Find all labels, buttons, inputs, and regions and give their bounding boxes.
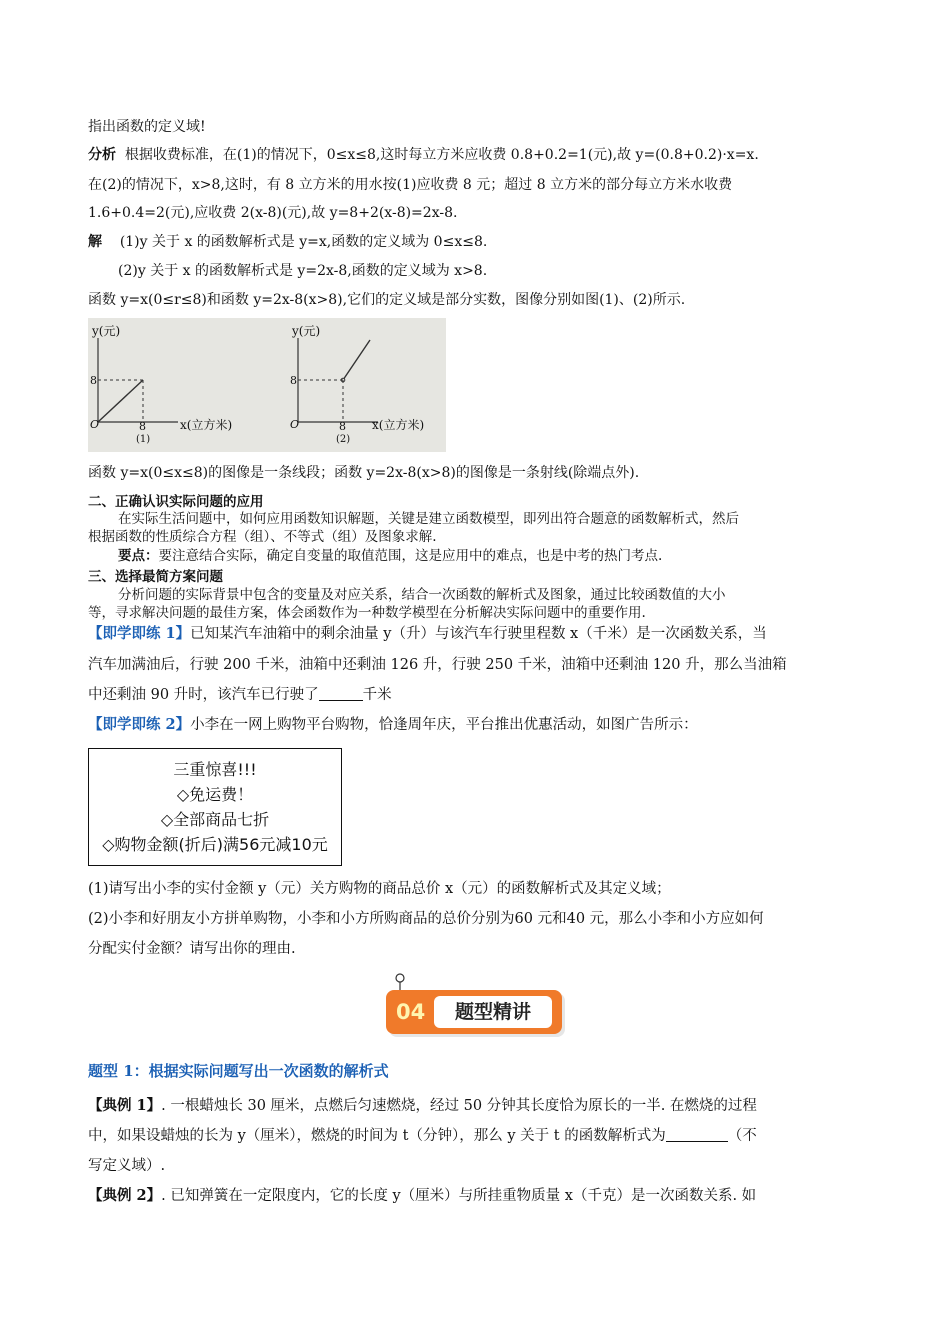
exercise1-unit: 千米	[362, 687, 392, 703]
question2: (2)小李和好朋友小方拼单购物，小李和小方所购商品的总价分别为60 元和40 元，那么小李和小方应如何	[88, 911, 764, 927]
exercise2-label: 【即学即练 2】	[88, 716, 191, 733]
text-line: 函数 y=x(0≤x≤8)的图像是一条线段；函数 y=2x-8(x>8)的图像是一条射线(除端点外).	[88, 465, 640, 481]
text-line: 指出函数的定义域!	[88, 119, 206, 135]
exercise1-text: 中还剩油 90 升时，该汽车已行驶了	[88, 687, 319, 703]
section3-para: 等，寻求解决问题的最佳方案，体会函数作为一种数学模型在分析解决实际问题中的重要作用.	[88, 605, 646, 621]
ad-line: ◇购物金额(折后)满56元减10元	[102, 835, 328, 854]
example2-label: 【典例 2】	[88, 1187, 162, 1204]
answer-blank[interactable]	[666, 1127, 728, 1142]
exercise2-line	[88, 716, 698, 734]
section2-para: 在实际生活问题中，如何应用函数知识解题，关键是建立函数模型，即列出符合题意的函数解析式，然后	[118, 511, 739, 527]
example2-text: . 已知弹簧在一定限度内，它的长度 y（厘米）与所挂重物质量 x（千克）是一次函数关系. 如	[161, 1188, 757, 1204]
key-label: 要点：	[118, 548, 159, 564]
function-graphs-figure	[88, 318, 446, 452]
promotion-ad-box	[88, 748, 342, 866]
badge-title: 题型精讲	[434, 996, 552, 1028]
graph1-y-label: y(元)	[92, 324, 121, 338]
exercise2-text: 小李在一网上购物平台购物，恰逢周年庆，平台推出优惠活动，如图广告所示：	[190, 717, 698, 733]
ad-line: ◇全部商品七折	[160, 810, 270, 829]
section2-title: 二、正确认识实际问题的应用	[88, 494, 264, 510]
example1-fill-line	[88, 1127, 757, 1145]
example1-text: （不	[727, 1128, 757, 1144]
example1-line	[88, 1097, 757, 1115]
graph2-x-label: x(立方米)	[372, 418, 425, 432]
example2-line	[88, 1187, 756, 1205]
ad-line: 三重惊喜!!!	[173, 760, 257, 779]
graph2-x-tick: 8	[339, 420, 346, 433]
example1-label: 【典例 1】	[88, 1097, 162, 1114]
exercise1-line	[88, 625, 767, 643]
solution-line	[88, 233, 487, 251]
question1: (1)请写出小李的实付金额 y（元）关方购物的商品总价 x（元）的函数解析式及其定义域；	[88, 881, 671, 897]
graph1-y-tick: 8	[90, 374, 97, 387]
graph1-x-label: x(立方米)	[180, 418, 233, 432]
text-line: 1.6+0.4=2(元),应收费 2(x-8)(元),故 y=8+2(x-8)=2x-8.	[88, 205, 458, 221]
graph1-caption: (1)	[136, 434, 151, 445]
text-line: 函数 y=x(0≤r≤8)和函数 y=2x-8(x>8),它们的定义域是部分实数，图像分别如图(1)、(2)所示.	[88, 292, 686, 308]
graph2-caption: (2)	[336, 434, 351, 445]
example1-text: 中，如果设蜡烛的长为 y（厘米），燃烧的时间为 t（分钟），那么 y 关于 t 的函数解析式为	[88, 1128, 666, 1144]
text-line: 在(2)的情况下，x>8,这时，有 8 立方米的用水按(1)应收费 8 元；超过 8 立方米的部分每立方米水收费	[88, 177, 733, 193]
exercise1-fill-line	[88, 686, 392, 704]
key-text: 要注意结合实际，确定自变量的取值范围，这是应用中的难点，也是中考的热门考点.	[158, 548, 663, 564]
example1-text: . 一根蜡烛长 30 厘米，点燃后匀速燃烧，经过 50 分钟其长度恰为原长的一半. 在燃烧的过程	[161, 1098, 757, 1114]
question2-cont: 分配实付金额？请写出你的理由.	[88, 941, 296, 957]
section3-para: 分析问题的实际背景中包含的变量及对应关系，结合一次函数的解析式及图象，通过比较函数值的大小	[118, 587, 726, 603]
text-line: 写定义域）.	[88, 1158, 166, 1174]
exercise1-text: 已知某汽车油箱中的剩余油量 y（升）与该汽车行驶里程数 x（千米）是一次函数关系，当	[190, 626, 767, 642]
exercise1-label: 【即学即练 1】	[88, 625, 191, 642]
section2-para: 根据函数的性质综合方程（组）、不等式（组）及图象求解.	[88, 529, 437, 545]
answer-blank[interactable]	[319, 686, 363, 701]
section3-title: 三、选择最简方案问题	[88, 569, 223, 585]
analysis-label: 分析	[88, 147, 116, 163]
section-badge	[386, 986, 566, 1036]
graph2-y-tick: 8	[290, 374, 297, 387]
section2-key-line	[118, 547, 662, 565]
text-line: 汽车加满油后，行驶 200 千米，油箱中还剩油 126 升，行驶 250 千米，油箱中还剩油 120 升，那么当油箱	[88, 657, 787, 673]
graph1-x-tick: 8	[139, 420, 146, 433]
type1-title: 题型 1：根据实际问题写出一次函数的解析式	[88, 1062, 389, 1080]
analysis-line	[88, 146, 759, 164]
graph1-origin: O	[90, 418, 100, 431]
graph2-y-label: y(元)	[292, 324, 321, 338]
graph2-origin: O	[290, 418, 300, 431]
text-line: (2)y 关于 x 的函数解析式是 y=2x-8,函数的定义域为 x>8.	[118, 263, 488, 279]
solution-label: 解	[88, 234, 102, 250]
ad-line: ◇免运费！	[176, 785, 254, 804]
solution-text: (1)y 关于 x 的函数解析式是 y=x,函数的定义域为 0≤x≤8.	[119, 234, 488, 250]
badge-number: 04	[396, 1000, 426, 1024]
analysis-text: 根据收费标准，在(1)的情况下，0≤x≤8,这时每立方米应收费 0.8+0.2=1(元),故 y=(0.8+0.2)·x=x.	[124, 147, 759, 163]
